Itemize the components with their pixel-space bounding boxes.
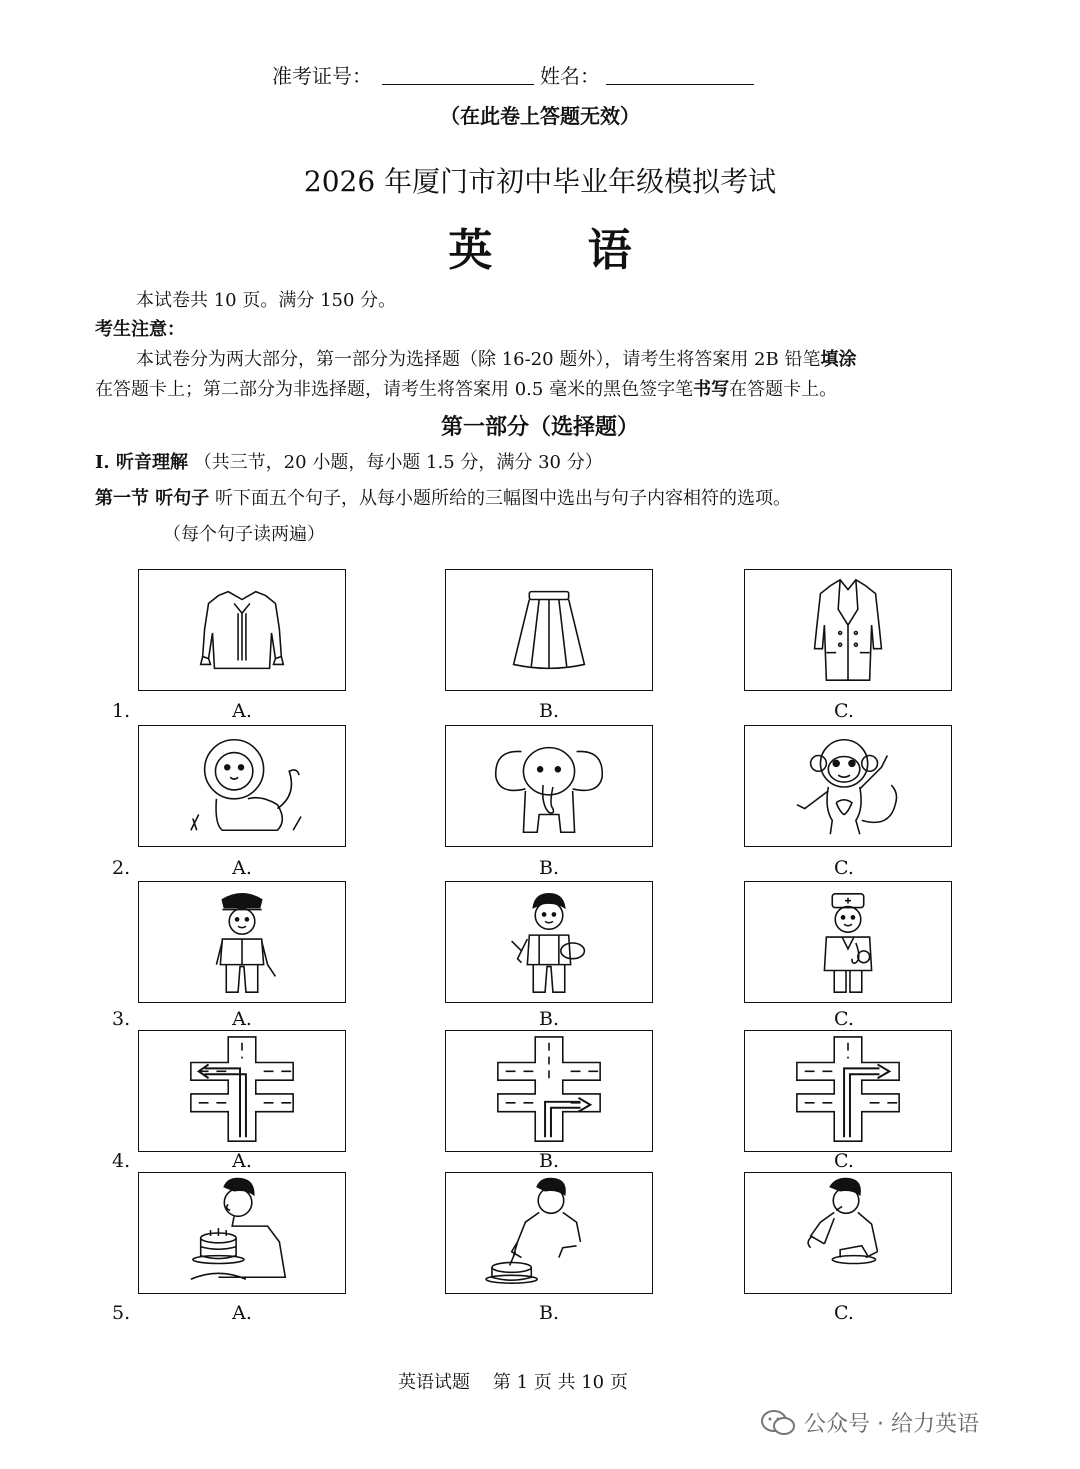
instructions-line-1 — [136, 345, 966, 375]
q1-option-a-label: A. — [232, 700, 252, 722]
q4-option-b-picture[interactable] — [445, 1030, 653, 1152]
skirt-icon — [446, 570, 652, 690]
q5-option-c-label: C. — [834, 1302, 854, 1324]
q5-option-a-label: A. — [232, 1302, 252, 1324]
q1-option-c-picture[interactable] — [744, 569, 952, 691]
watermark — [760, 1407, 979, 1438]
q1-option-b-picture[interactable] — [445, 569, 653, 691]
q3-option-c-label: C. — [834, 1008, 854, 1030]
elephant-icon — [446, 726, 652, 846]
q4-option-c-label: C. — [834, 1150, 854, 1172]
eat-cake-icon — [745, 1173, 951, 1293]
q2-option-c-label: C. — [834, 857, 854, 879]
repeat-note: （每个句子读两遍） — [163, 524, 325, 545]
q2-option-a-picture[interactable] — [138, 725, 346, 847]
q4-option-a-picture[interactable] — [138, 1030, 346, 1152]
instructions-line-2 — [95, 375, 995, 405]
instructions-line-2-text: 在答题卡上；第二部分为非选择题，请考生将答案用 0.5 毫米的黑色签字笔 — [95, 379, 694, 400]
doctor-icon — [745, 882, 951, 1002]
q3-option-b-picture[interactable] — [445, 881, 653, 1003]
q4-option-c-picture[interactable] — [744, 1030, 952, 1152]
lion-icon — [139, 726, 345, 846]
turn-left-route-icon — [139, 1031, 345, 1151]
exam-title: 2026 年厦门市初中毕业年级模拟考试 — [303, 165, 777, 198]
painter-icon — [446, 882, 652, 1002]
q1-option-a-picture[interactable] — [138, 569, 346, 691]
question-3-number: 3. — [112, 1008, 131, 1030]
instructions-fill-emphasis: 填涂 — [820, 349, 857, 370]
invalid-note: （在此卷上答题无效） — [440, 104, 640, 128]
q2-option-c-picture[interactable] — [744, 725, 952, 847]
question-1-number: 1. — [112, 700, 131, 722]
instructions-write-emphasis: 书写 — [693, 379, 730, 400]
subsection-label: 第一节 听句子 — [95, 488, 210, 509]
cut-cake-icon — [446, 1173, 652, 1293]
q5-option-b-label: B. — [538, 1302, 559, 1324]
section-desc: （共三节，20 小题，每小题 1.5 分，满分 30 分） — [193, 452, 603, 473]
police-officer-icon — [139, 882, 345, 1002]
exam-summary: 本试卷共 10 页。满分 150 分。 — [136, 290, 397, 311]
monkey-icon — [745, 726, 951, 846]
q2-option-b-label: B. — [538, 857, 559, 879]
attention-label: 考生注意： — [95, 319, 185, 340]
subsection-line — [95, 484, 791, 514]
section-one-line — [95, 448, 603, 478]
exam-id-blank — [382, 84, 534, 85]
q1-option-b-label: B. — [538, 700, 559, 722]
question-2-number: 2. — [112, 857, 131, 879]
question-5-number: 5. — [112, 1302, 131, 1324]
go-straight-turn-right-route-icon — [745, 1031, 951, 1151]
blouse-icon — [139, 570, 345, 690]
q5-option-c-picture[interactable] — [744, 1172, 952, 1294]
exam-id-label: 准考证号： — [272, 64, 372, 88]
q3-option-b-label: B. — [538, 1008, 559, 1030]
instructions-line-2-end: 在答题卡上。 — [729, 379, 838, 400]
question-4-number: 4. — [112, 1150, 131, 1172]
turn-right-route-icon — [446, 1031, 652, 1151]
coat-icon — [745, 570, 951, 690]
instructions-line-1-text: 本试卷分为两大部分，第一部分为选择题（除 16-20 题外），请考生将答案用 2B 铅笔 — [136, 349, 821, 370]
page-footer: 英语试题 第 1 页 共 10 页 — [398, 1372, 628, 1393]
name-label: 姓名： — [540, 64, 600, 88]
section-label: I. 听音理解 — [95, 452, 188, 473]
subject-title: 英 语 — [448, 225, 672, 276]
name-blank — [606, 84, 754, 85]
q3-option-c-picture[interactable] — [744, 881, 952, 1003]
q5-option-a-picture[interactable] — [138, 1172, 346, 1294]
blow-candles-cake-icon — [139, 1173, 345, 1293]
part-one-heading: 第一部分（选择题） — [440, 414, 639, 440]
q1-option-c-label: C. — [834, 700, 854, 722]
wechat-icon — [760, 1408, 796, 1438]
q5-option-b-picture[interactable] — [445, 1172, 653, 1294]
subsection-desc: 听下面五个句子，从每小题所给的三幅图中选出与句子内容相符的选项。 — [215, 488, 792, 509]
q2-option-a-label: A. — [232, 857, 252, 879]
watermark-text: 公众号 · 给力英语 — [804, 1412, 979, 1437]
q3-option-a-picture[interactable] — [138, 881, 346, 1003]
q2-option-b-picture[interactable] — [445, 725, 653, 847]
q4-option-b-label: B. — [538, 1150, 559, 1172]
q4-option-a-label: A. — [232, 1150, 252, 1172]
q3-option-a-label: A. — [232, 1008, 252, 1030]
